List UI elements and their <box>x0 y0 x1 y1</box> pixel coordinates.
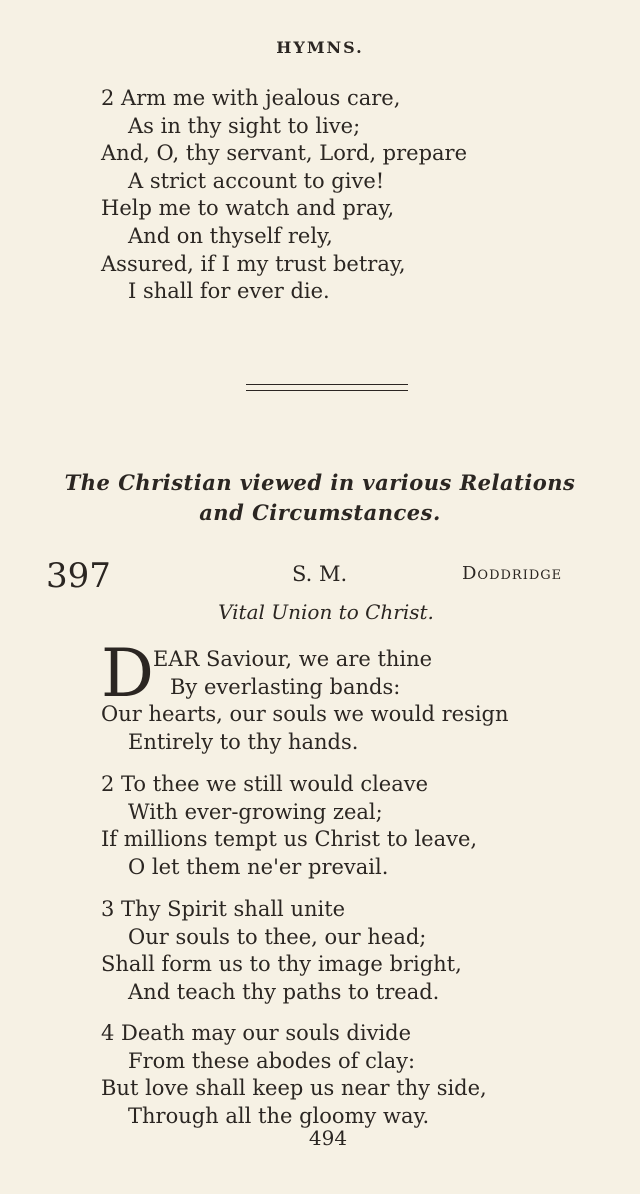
hymn-stanza-3 <box>0 896 462 1006</box>
verse-line: If millions tempt us Christ to leave, <box>101 827 478 852</box>
verse-line: 2 Arm me with jealous care, <box>101 86 401 110</box>
verse-line: 2 To thee we still would cleave <box>101 772 429 796</box>
page-number: 494 <box>308 1126 348 1150</box>
verse-line: O let them ne'er prevail. <box>128 854 389 879</box>
verse-line: And teach thy paths to tread. <box>128 979 440 1004</box>
verse-line: I shall for ever die. <box>128 279 330 304</box>
section-title-line2: and Circumstances. <box>199 500 441 525</box>
divider-rule <box>246 390 408 391</box>
verse-line: 4 Death may our souls divide <box>101 1021 412 1045</box>
verse-line: Entirely to thy hands. <box>128 729 359 754</box>
verse-line: And on thyself rely, <box>128 223 333 248</box>
verse-line: 3 Thy Spirit shall unite <box>101 897 346 921</box>
verse-line: Our souls to thee, our head; <box>128 924 427 949</box>
running-head: HYMNS. <box>276 38 364 57</box>
verse-line: And, O, thy servant, Lord, prepare <box>101 141 468 166</box>
verse-line: But love shall keep us near thy side, <box>101 1076 487 1101</box>
drop-cap: D <box>101 635 154 712</box>
verse-line: Assured, if I my trust betray, <box>101 251 406 276</box>
hymn-number: 397 <box>46 556 111 596</box>
verse-line: Shall form us to thy image bright, <box>101 952 462 977</box>
verse-line: Our hearts, our souls we would resign <box>101 702 509 727</box>
hymn-meter: S. M. <box>292 562 348 586</box>
divider-rule <box>246 384 408 385</box>
hymn-stanza-4 <box>0 1020 487 1130</box>
verse-line: With ever-growing zeal; <box>128 799 383 824</box>
hymn-author: Doddridge <box>462 563 563 584</box>
hymn-title: Vital Union to Christ. <box>218 600 434 624</box>
verse-line: Help me to watch and pray, <box>101 196 395 221</box>
verse-line: A strict account to give! <box>128 168 385 193</box>
verse-line: From these abodes of clay: <box>128 1048 416 1073</box>
prev-hymn-stanza-2 <box>0 85 467 306</box>
verse-line: As in thy sight to live; <box>128 113 361 138</box>
verse-line: By everlasting bands: <box>170 674 401 699</box>
hymn-stanza-2 <box>0 771 477 881</box>
verse-line: EAR Saviour, we are thine <box>153 647 433 671</box>
hymn-stanza-1 <box>0 635 509 756</box>
verse-line: Through all the gloomy way. <box>128 1103 430 1128</box>
section-title-line1: The Christian viewed in various Relations <box>64 470 576 495</box>
